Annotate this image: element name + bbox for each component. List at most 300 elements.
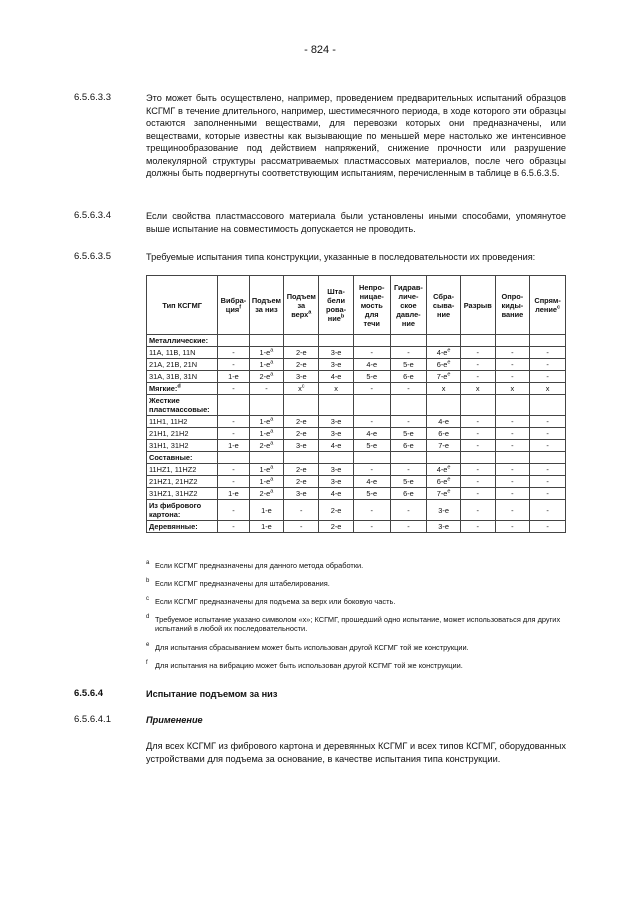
row-label-cell bbox=[147, 476, 218, 488]
table-cell bbox=[495, 383, 530, 395]
table-row bbox=[147, 383, 566, 395]
empty-cell bbox=[218, 335, 249, 347]
table-cell bbox=[284, 464, 319, 476]
table-cell bbox=[427, 476, 461, 488]
table-cell bbox=[218, 488, 249, 500]
empty-cell bbox=[390, 452, 427, 464]
table-cell bbox=[427, 500, 461, 521]
cell-value: 5-е bbox=[403, 429, 414, 438]
cell-value: - bbox=[370, 505, 373, 515]
empty-cell bbox=[353, 335, 390, 347]
table-cell bbox=[390, 383, 427, 395]
empty-cell bbox=[495, 335, 530, 347]
empty-cell bbox=[530, 335, 566, 347]
column-header bbox=[284, 276, 319, 335]
table-cell bbox=[249, 347, 284, 359]
table-cell bbox=[319, 476, 354, 488]
footnote-mark: e bbox=[447, 359, 451, 366]
row-label: 11A, 11B, 11N bbox=[149, 348, 196, 357]
table-cell bbox=[218, 359, 249, 371]
group-label: Металлические: bbox=[149, 336, 209, 345]
empty-cell bbox=[284, 335, 319, 347]
cell-value: - bbox=[300, 522, 303, 531]
table-cell bbox=[460, 464, 495, 476]
table-cell bbox=[460, 383, 495, 395]
table-cell bbox=[249, 383, 284, 395]
row-label: 11H1, 11H2 bbox=[149, 417, 188, 426]
footnote-mark: d bbox=[146, 614, 150, 620]
row-label-cell bbox=[147, 488, 218, 500]
table-cell bbox=[284, 500, 319, 521]
cell-value: 1-е bbox=[228, 441, 239, 450]
footnote-text: Если КСГМГ предназначены для данного метода обработки. bbox=[155, 561, 364, 570]
footnote-mark: c bbox=[146, 596, 149, 602]
footnote-mark: a bbox=[270, 416, 274, 423]
table-cell bbox=[218, 500, 249, 521]
column-header-label: Шта-бели рова-ние bbox=[326, 287, 347, 323]
cell-value: - bbox=[546, 489, 549, 498]
footnote-mark: e bbox=[447, 476, 451, 483]
cell-value: - bbox=[476, 417, 479, 426]
table-cell bbox=[460, 476, 495, 488]
cell-value: 3-е bbox=[295, 489, 307, 498]
cell-value: 3-е bbox=[438, 522, 449, 531]
cell-value: x bbox=[475, 384, 480, 393]
cell-value: - bbox=[511, 348, 514, 357]
cell-value: x bbox=[441, 384, 446, 393]
table-cell bbox=[249, 428, 284, 440]
cell-value: - bbox=[232, 522, 235, 531]
row-label: 21H1, 21H2 bbox=[149, 429, 189, 438]
table-cell bbox=[353, 500, 390, 521]
table-cell bbox=[218, 476, 249, 488]
table-cell bbox=[249, 521, 284, 533]
empty-cell bbox=[319, 452, 354, 464]
row-label-cell bbox=[147, 383, 218, 395]
column-header bbox=[147, 276, 218, 335]
row-label-cell bbox=[147, 428, 218, 440]
table-cell bbox=[427, 416, 461, 428]
cell-value: 5-е bbox=[403, 360, 414, 369]
table-row bbox=[147, 395, 566, 416]
footnote-mark: a bbox=[270, 428, 274, 435]
table-cell bbox=[495, 371, 530, 383]
table-cell bbox=[319, 428, 354, 440]
cell-value: 5-е bbox=[366, 441, 378, 450]
design-tests-table bbox=[146, 275, 566, 533]
footnote-mark: a bbox=[270, 347, 274, 354]
cell-value: - bbox=[511, 417, 514, 426]
footnote-mark: e bbox=[447, 488, 451, 495]
cell-value: x bbox=[298, 384, 302, 393]
table-cell bbox=[460, 500, 495, 521]
table-row bbox=[147, 500, 566, 521]
cell-value: - bbox=[511, 477, 514, 486]
table-cell bbox=[249, 488, 284, 500]
table-cell bbox=[284, 521, 319, 533]
cell-value: 1-е bbox=[259, 429, 271, 438]
table-cell bbox=[319, 416, 354, 428]
table-cell bbox=[460, 428, 495, 440]
table-cell bbox=[495, 347, 530, 359]
table-cell bbox=[427, 464, 461, 476]
empty-cell bbox=[427, 452, 461, 464]
table-cell bbox=[319, 500, 354, 521]
cell-value: 2-е bbox=[295, 465, 307, 474]
cell-value: 4-е bbox=[330, 372, 342, 381]
column-header-label: Вибра-ция bbox=[220, 296, 247, 314]
footnote-text: Для испытания на вибрацию может быть использован другой КСГМГ той же конструкции. bbox=[155, 661, 463, 670]
table-cell bbox=[530, 371, 566, 383]
section-number: 6.5.6.3.5 bbox=[74, 251, 111, 262]
cell-value: 7-е bbox=[436, 372, 448, 381]
table-cell bbox=[319, 488, 354, 500]
table-cell bbox=[249, 371, 284, 383]
table-cell bbox=[249, 416, 284, 428]
cell-value: x bbox=[510, 384, 515, 393]
cell-value: 2-е bbox=[259, 372, 271, 381]
cell-value: 6-е bbox=[403, 372, 414, 381]
empty-cell bbox=[319, 395, 354, 416]
table-row bbox=[147, 452, 566, 464]
section-number: 6.5.6.3.3 bbox=[74, 92, 111, 103]
footnote-mark: a bbox=[270, 371, 274, 378]
cell-value: - bbox=[546, 441, 549, 450]
table-cell bbox=[353, 488, 390, 500]
table-cell bbox=[390, 371, 427, 383]
empty-cell bbox=[218, 395, 249, 416]
empty-cell bbox=[495, 395, 530, 416]
cell-value: - bbox=[370, 465, 373, 474]
table-cell bbox=[460, 416, 495, 428]
table-cell bbox=[249, 476, 284, 488]
footnote-mark: a bbox=[270, 488, 274, 495]
table-cell bbox=[390, 488, 427, 500]
table-cell bbox=[495, 500, 530, 521]
table-cell bbox=[353, 440, 390, 452]
table-cell bbox=[319, 347, 354, 359]
footnote-mark: e bbox=[146, 642, 150, 648]
table-cell bbox=[427, 383, 461, 395]
table-cell bbox=[218, 464, 249, 476]
table-cell bbox=[390, 440, 427, 452]
table-cell bbox=[427, 428, 461, 440]
row-label-cell bbox=[147, 416, 218, 428]
table-cell bbox=[284, 371, 319, 383]
table-cell bbox=[319, 383, 354, 395]
row-label: 31HZ1, 31HZ2 bbox=[149, 489, 198, 498]
footnote-mark: c bbox=[557, 304, 561, 311]
table-cell bbox=[353, 428, 390, 440]
table-cell bbox=[353, 416, 390, 428]
table-cell bbox=[427, 440, 461, 452]
cell-value: 3-е bbox=[330, 429, 342, 438]
column-header bbox=[218, 276, 249, 335]
table-cell bbox=[353, 347, 390, 359]
cell-value: - bbox=[476, 429, 479, 438]
column-header bbox=[530, 276, 566, 335]
empty-cell bbox=[218, 452, 249, 464]
table-cell bbox=[495, 359, 530, 371]
empty-cell bbox=[353, 395, 390, 416]
table-cell bbox=[284, 359, 319, 371]
column-header-label: Подъем за низ bbox=[251, 296, 282, 314]
cell-value: - bbox=[407, 522, 410, 531]
table-header-row bbox=[147, 276, 566, 335]
cell-value: - bbox=[407, 505, 410, 515]
column-header bbox=[427, 276, 461, 335]
table-cell bbox=[284, 347, 319, 359]
footnote-mark: a bbox=[308, 309, 312, 316]
cell-value: 3-е bbox=[295, 441, 307, 450]
cell-value: - bbox=[232, 477, 235, 486]
section-heading: Испытание подъемом за низ bbox=[146, 689, 278, 699]
row-label: 21A, 21B, 21N bbox=[149, 360, 198, 369]
cell-value: x bbox=[545, 384, 550, 393]
footnote-text: Требуемое испытание указано символом «x»; КСГМГ, прошедший одно испытание, может использоваться для других испытаний в любой их последовательности. bbox=[155, 615, 561, 633]
cell-value: 4-е bbox=[436, 465, 448, 474]
group-label: Составные: bbox=[149, 453, 193, 462]
footnote-mark: a bbox=[270, 359, 274, 366]
table-cell bbox=[249, 500, 284, 521]
cell-value: 6-е bbox=[403, 441, 414, 450]
cell-value: 1-е bbox=[261, 522, 272, 531]
table-cell bbox=[218, 428, 249, 440]
cell-value: - bbox=[546, 372, 549, 381]
table-cell bbox=[319, 371, 354, 383]
cell-value: - bbox=[407, 348, 410, 357]
cell-value: 6-е bbox=[436, 477, 448, 486]
table-cell bbox=[530, 440, 566, 452]
cell-value: 2-е bbox=[259, 489, 271, 498]
cell-value: 4-е bbox=[330, 489, 342, 498]
empty-cell bbox=[353, 452, 390, 464]
table-cell bbox=[495, 416, 530, 428]
section-text: Если свойства пластмассового материала были установлены иными способами, упомянутое выше испытание на совместимость допускается не проводить. bbox=[146, 211, 566, 234]
table-cell bbox=[427, 347, 461, 359]
cell-value: - bbox=[232, 417, 235, 426]
cell-value: - bbox=[476, 441, 479, 450]
cell-value: - bbox=[407, 465, 410, 474]
table-cell bbox=[530, 347, 566, 359]
table-cell bbox=[284, 428, 319, 440]
table-cell bbox=[427, 371, 461, 383]
footnote-mark: a bbox=[146, 560, 150, 566]
table-cell bbox=[460, 359, 495, 371]
cell-value: - bbox=[476, 360, 479, 369]
cell-value: - bbox=[511, 372, 514, 381]
cell-value: - bbox=[476, 505, 479, 515]
empty-cell bbox=[249, 452, 284, 464]
cell-value: - bbox=[232, 465, 235, 474]
row-label-cell bbox=[147, 347, 218, 359]
table-row bbox=[147, 428, 566, 440]
cell-value: 2-е bbox=[295, 429, 307, 438]
table-cell bbox=[284, 476, 319, 488]
table-cell bbox=[218, 416, 249, 428]
table-row bbox=[147, 335, 566, 347]
column-header bbox=[460, 276, 495, 335]
cell-value: - bbox=[476, 522, 479, 531]
cell-value: 4-е bbox=[366, 360, 378, 369]
table-cell bbox=[460, 440, 495, 452]
cell-value: - bbox=[476, 372, 479, 381]
row-label: Из фибрового картона: bbox=[149, 501, 202, 519]
page-number: - 824 - bbox=[304, 44, 336, 56]
row-label: Мягкие: bbox=[149, 384, 178, 393]
cell-value: 2-е bbox=[295, 360, 307, 369]
footnote-text: Если КСГМГ предназначены для штабелирования. bbox=[155, 579, 330, 588]
cell-value: 4-е bbox=[366, 477, 378, 486]
column-header bbox=[390, 276, 427, 335]
table-cell bbox=[530, 464, 566, 476]
table-cell bbox=[353, 383, 390, 395]
cell-value: - bbox=[546, 522, 549, 531]
cell-value: 6-е bbox=[403, 489, 414, 498]
table-cell bbox=[319, 440, 354, 452]
cell-value: - bbox=[232, 384, 235, 393]
table-cell bbox=[218, 440, 249, 452]
cell-value: 4-е bbox=[330, 441, 342, 450]
table-cell bbox=[530, 488, 566, 500]
empty-cell bbox=[390, 335, 427, 347]
empty-cell bbox=[495, 452, 530, 464]
table-row bbox=[147, 476, 566, 488]
cell-value: 2-е bbox=[330, 505, 342, 515]
cell-value: - bbox=[511, 465, 514, 474]
cell-value: 4-е bbox=[366, 429, 378, 438]
cell-value: - bbox=[546, 417, 549, 426]
cell-value: 6-е bbox=[436, 360, 448, 369]
table-row bbox=[147, 464, 566, 476]
footnote-text: Для испытания сбрасыванием может быть использован другой КСГМГ той же конструкции. bbox=[155, 643, 469, 652]
table-row bbox=[147, 488, 566, 500]
cell-value: - bbox=[370, 384, 373, 393]
table-cell bbox=[495, 464, 530, 476]
cell-value: - bbox=[476, 489, 479, 498]
section-number: 6.5.6.4 bbox=[74, 688, 104, 699]
cell-value: 1-е bbox=[261, 505, 272, 515]
cell-value: - bbox=[476, 348, 479, 357]
column-header bbox=[249, 276, 284, 335]
table-cell bbox=[530, 500, 566, 521]
cell-value: - bbox=[546, 429, 549, 438]
section-text: Требуемые испытания типа конструкции, указанные в последовательности их проведения: bbox=[146, 252, 536, 262]
cell-value: 5-е bbox=[366, 489, 378, 498]
column-header-label: Спрям-ление bbox=[534, 296, 561, 314]
table-cell bbox=[284, 416, 319, 428]
footnote-mark: a bbox=[270, 440, 274, 447]
table-row bbox=[147, 359, 566, 371]
cell-value: 1-е bbox=[259, 417, 271, 426]
table-cell bbox=[460, 521, 495, 533]
cell-value: - bbox=[476, 465, 479, 474]
empty-cell bbox=[319, 335, 354, 347]
table-cell bbox=[390, 347, 427, 359]
cell-value: 1-е bbox=[259, 477, 271, 486]
group-label-cell bbox=[147, 335, 218, 347]
table-cell bbox=[249, 440, 284, 452]
group-label: Жесткие пластмассовые: bbox=[149, 396, 210, 414]
table-cell bbox=[319, 464, 354, 476]
table-cell bbox=[427, 488, 461, 500]
empty-cell bbox=[460, 335, 495, 347]
footnote-mark: f bbox=[146, 660, 148, 666]
cell-value: - bbox=[511, 441, 514, 450]
table-cell bbox=[495, 488, 530, 500]
cell-value: 4-е bbox=[436, 348, 448, 357]
column-header-label: Непро-ницае-мость для течи bbox=[359, 282, 385, 328]
column-header bbox=[353, 276, 390, 335]
cell-value: 3-е bbox=[295, 372, 307, 381]
column-header-label: Подъем за верх bbox=[286, 291, 316, 319]
subsection-heading: Применение bbox=[146, 715, 203, 725]
cell-value: 1-е bbox=[259, 348, 271, 357]
table-cell bbox=[495, 440, 530, 452]
empty-cell bbox=[249, 395, 284, 416]
table-cell bbox=[284, 383, 319, 395]
table-cell bbox=[319, 359, 354, 371]
cell-value: 3-е bbox=[330, 465, 342, 474]
column-header-label: Тип КСГМГ bbox=[162, 300, 202, 310]
table-cell bbox=[390, 521, 427, 533]
cell-value: 1-е bbox=[259, 360, 271, 369]
footnote-mark: e bbox=[447, 371, 451, 378]
row-label-cell bbox=[147, 440, 218, 452]
column-header bbox=[495, 276, 530, 335]
table-cell bbox=[284, 488, 319, 500]
section-text: Для всех КСГМГ из фибрового картона и деревянных КСГМГ и всех типов КСГМГ, оборудованных устройствами для подъема за основание, в качестве испытания типа конструкции. bbox=[146, 741, 566, 764]
cell-value: - bbox=[511, 522, 514, 531]
table-cell bbox=[460, 347, 495, 359]
cell-value: - bbox=[407, 384, 410, 393]
footnote-mark: f bbox=[239, 304, 242, 311]
footnote-mark: d bbox=[177, 383, 181, 390]
column-header-label: Разрыв bbox=[463, 300, 492, 310]
empty-cell bbox=[530, 452, 566, 464]
cell-value: 3-е bbox=[438, 505, 449, 515]
table-row bbox=[147, 521, 566, 533]
column-header-label: Сбра-сыва-ние bbox=[432, 291, 455, 319]
cell-value: 2-е bbox=[295, 477, 307, 486]
table-row bbox=[147, 440, 566, 452]
cell-value: 3-е bbox=[330, 360, 342, 369]
cell-value: - bbox=[265, 384, 268, 393]
cell-value: 2-е bbox=[330, 522, 342, 531]
footnote-mark: e bbox=[447, 347, 451, 354]
table-cell bbox=[353, 521, 390, 533]
row-label-cell bbox=[147, 521, 218, 533]
section-text: Это может быть осуществлено, например, проведением предварительных испытаний образцов КСГМГ в течение длительного, например, шестимесячного периода, в ходе которого эти образцы остаются заполненными веществами, для перевозки которых они предназначены, или веществами, которые известны как вызывающие по меньшей мере настолько же интенсивное трещинообразование под действием напряжений, снижение прочности или разрушение молекулярной структуры рассматриваемых пластмассовых материалов, после чего образцы должны быть подвергнуты соответствующим испытаниям, перечисленным в таблице в 6.5.6.3.5. bbox=[146, 93, 566, 178]
table-cell bbox=[249, 359, 284, 371]
footnote-text: Если КСГМГ предназначены для подъема за верх или боковую часть. bbox=[155, 597, 396, 606]
empty-cell bbox=[390, 395, 427, 416]
cell-value: 3-е bbox=[330, 477, 342, 486]
footnote-mark: c bbox=[301, 383, 305, 390]
row-label-cell bbox=[147, 359, 218, 371]
cell-value: 7-е bbox=[436, 489, 448, 498]
empty-cell bbox=[249, 335, 284, 347]
cell-value: - bbox=[300, 505, 303, 515]
cell-value: - bbox=[546, 348, 549, 357]
table-cell bbox=[319, 521, 354, 533]
cell-value: - bbox=[511, 505, 514, 515]
table-cell bbox=[218, 383, 249, 395]
cell-value: - bbox=[546, 477, 549, 486]
cell-value: - bbox=[232, 429, 235, 438]
table-cell bbox=[530, 383, 566, 395]
cell-value: 1-е bbox=[228, 372, 239, 381]
